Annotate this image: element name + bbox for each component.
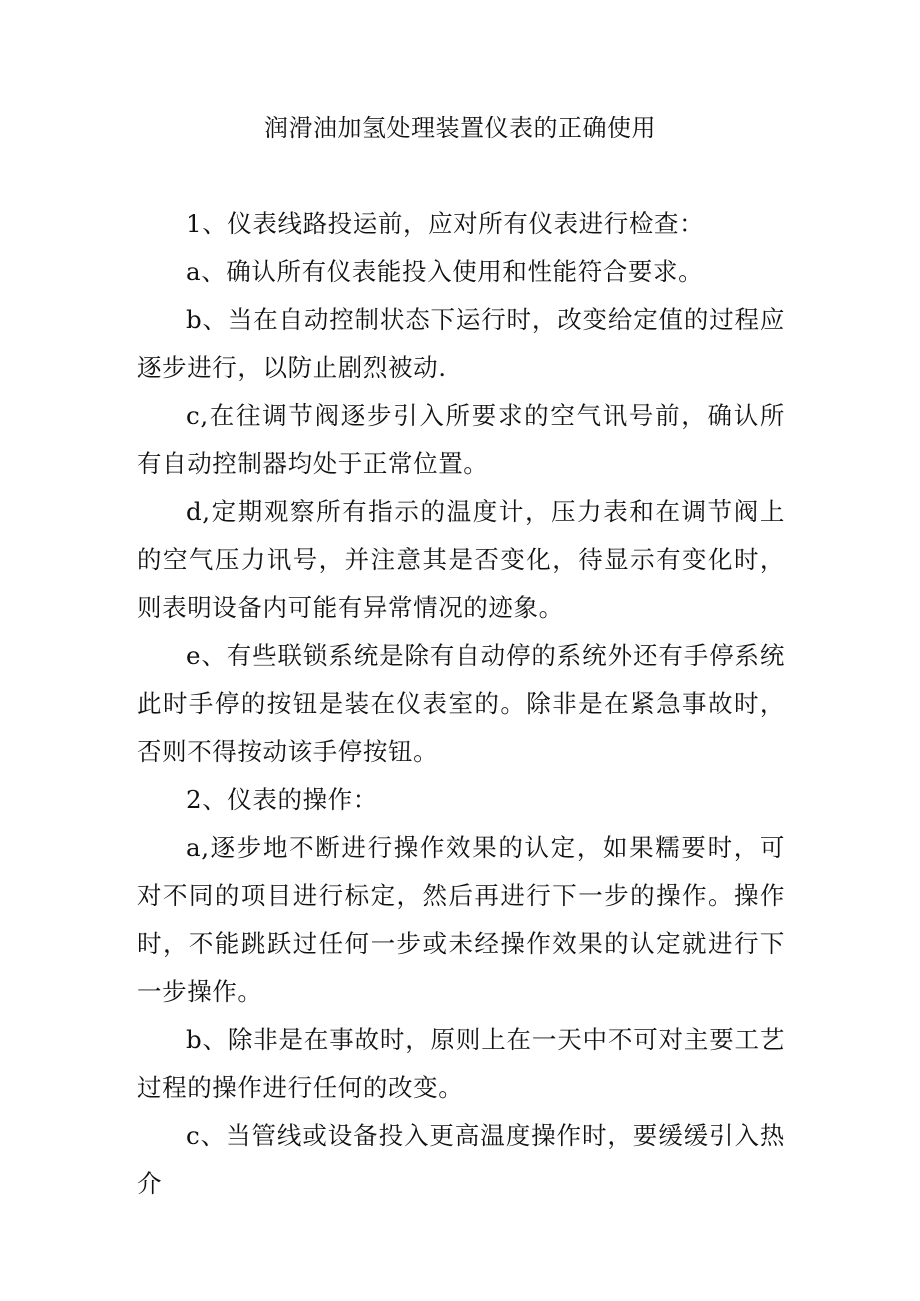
paragraph-2b: b、除非是在事故时，原则上在一天中不可对主要工艺过程的操作进行任何的改变。 — [137, 1025, 785, 1102]
paragraph-1c: c,在往调节阀逐步引入所要求的空气讯号前，确认所有自动控制器均处于正常位置。 — [137, 401, 785, 478]
paragraph-1d: d,定期观察所有指示的温度计，压力表和在调节阀上的空气压力讯号，并注意其是否变化，待显示有变化时，则表明设备内可能有异常情况的迹象。 — [137, 497, 785, 622]
paragraph-1a: a、确认所有仪表能投入使用和性能符合要求。 — [186, 257, 704, 286]
paragraph-1e: e、有些联锁系统是除有自动停的系统外还有手停系统此时手停的按钮是装在仪表室的。除非是在紧急事故时，否则不得按动该手停按钮。 — [137, 641, 785, 766]
paragraph-2a: a,逐步地不断进行操作效果的认定，如果糯要时，可对不同的项目进行标定，然后再进行下一步的操作。操作时，不能跳跃过任何一步或未经操作效果的认定就进行下一步操作。 — [137, 833, 785, 1006]
paragraph-1-heading: 1、仪表线路投运前，应对所有仪表进行检查： — [186, 209, 705, 238]
paragraph-2-heading: 2、仪表的操作： — [186, 785, 378, 814]
paragraph-1b: b、当在自动控制状态下运行时，改变给定值的过程应逐步进行，以防止剧烈被动. — [137, 305, 785, 382]
document-title: 润滑油加氢处理装置仪表的正确使用 — [264, 114, 656, 142]
document-body — [137, 200, 785, 1208]
paragraph-2c: c、当管线或设备投入更高温度操作时，要缓缓引入热介 — [137, 1121, 785, 1198]
